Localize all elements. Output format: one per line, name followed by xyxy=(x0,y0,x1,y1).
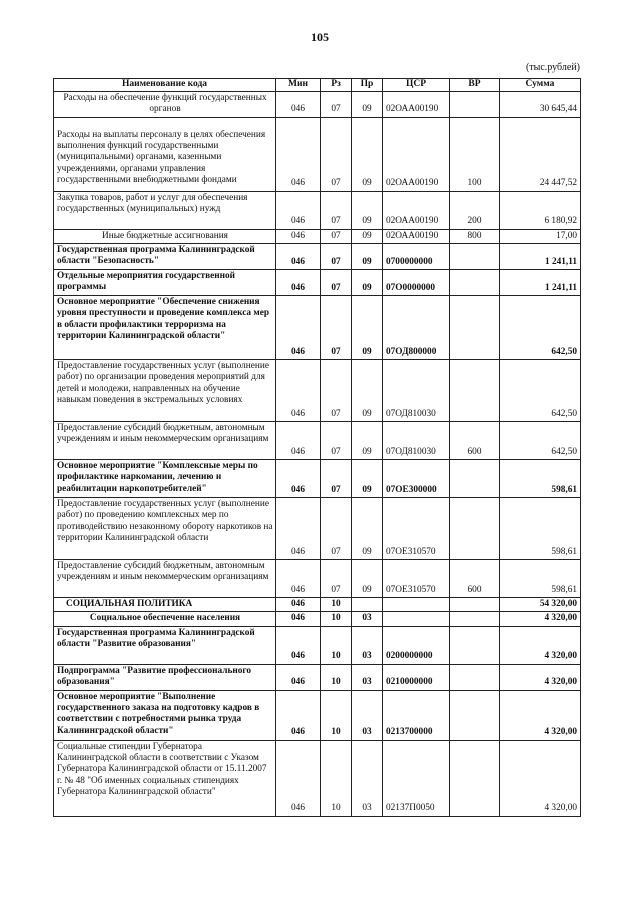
header-name: Наименование кода xyxy=(54,79,276,92)
row-vr xyxy=(450,459,500,497)
row-pr: 09 xyxy=(352,497,383,559)
header-sum: Сумма xyxy=(500,79,581,92)
row-rz: 07 xyxy=(321,229,352,243)
row-csr: 07ОД810030 xyxy=(383,421,450,459)
row-pr: 03 xyxy=(352,626,383,664)
row-sum: 1 241,11 xyxy=(500,243,581,269)
row-vr xyxy=(450,269,500,295)
row-pr: 09 xyxy=(352,91,383,117)
row-name: Предоставление государственных услуг (выполнение работ) по организации проведения мероприятий для детей и молодежи, направленных на обучение навыкам поведения в экстремальных условиях xyxy=(54,359,276,421)
table-row xyxy=(54,229,581,243)
row-sum: 30 645,44 xyxy=(500,91,581,117)
row-sum: 4 320,00 xyxy=(500,690,581,740)
row-min: 046 xyxy=(276,117,321,191)
row-csr: 0700000000 xyxy=(383,243,450,269)
row-sum: 4 320,00 xyxy=(500,612,581,626)
row-name: Иные бюджетные ассигнования xyxy=(54,229,276,243)
row-vr xyxy=(450,626,500,664)
row-sum: 1 241,11 xyxy=(500,269,581,295)
row-sum: 6 180,92 xyxy=(500,191,581,229)
row-csr: 02ОАА00190 xyxy=(383,117,450,191)
row-rz: 10 xyxy=(321,626,352,664)
row-name: Основное мероприятие "Комплексные меры по профилактике наркомании, лечению и реабилитации наркопотребителей" xyxy=(54,459,276,497)
row-csr: 0200000000 xyxy=(383,626,450,664)
table-row xyxy=(54,664,581,690)
row-vr xyxy=(450,359,500,421)
row-rz: 07 xyxy=(321,459,352,497)
row-sum: 598,61 xyxy=(500,559,581,597)
row-vr xyxy=(450,597,500,611)
table-row xyxy=(54,295,581,359)
row-min: 046 xyxy=(276,459,321,497)
row-csr: 07ОД810030 xyxy=(383,359,450,421)
row-name: Социальное обеспечение населения xyxy=(54,612,276,626)
row-pr: 09 xyxy=(352,243,383,269)
row-pr: 03 xyxy=(352,664,383,690)
row-pr: 09 xyxy=(352,117,383,191)
row-name: Социальные стипендии Губернатора Калининградской области в соответствии с Указом Губернатора Калининградской области от 15.11.2007 г. № 48 "Об именных социальных стипендиях Губернатора Калининградской области" xyxy=(54,740,276,816)
row-vr xyxy=(450,497,500,559)
row-sum: 642,50 xyxy=(500,295,581,359)
row-name: Основное мероприятие "Выполнение государственного заказа на подготовку кадров в соответствии с потребностями рынка труда Калининградской области" xyxy=(54,690,276,740)
row-csr: 0210000000 xyxy=(383,664,450,690)
row-csr: 07ОЕ310570 xyxy=(383,497,450,559)
row-pr: 09 xyxy=(352,229,383,243)
row-vr xyxy=(450,295,500,359)
table-row xyxy=(54,559,581,597)
row-name: Предоставление субсидий бюджетным, автономным учреждениям и иным некоммерческим организациям xyxy=(54,559,276,597)
table-row xyxy=(54,359,581,421)
row-vr: 100 xyxy=(450,117,500,191)
row-sum: 17,00 xyxy=(500,229,581,243)
row-vr: 600 xyxy=(450,559,500,597)
row-pr: 09 xyxy=(352,191,383,229)
header-pr: Пр xyxy=(352,79,383,92)
table-row xyxy=(54,690,581,740)
row-name: Отдельные мероприятия государственной программы xyxy=(54,269,276,295)
row-rz: 07 xyxy=(321,359,352,421)
row-name: Расходы на обеспечение функций государственных органов xyxy=(54,91,276,117)
units-label: (тыс.рублей) xyxy=(525,62,580,73)
row-min: 046 xyxy=(276,612,321,626)
row-rz: 10 xyxy=(321,740,352,816)
row-name: Государственная программа Калининградской области "Безопасность" xyxy=(54,243,276,269)
row-rz: 07 xyxy=(321,243,352,269)
row-rz: 07 xyxy=(321,559,352,597)
row-csr: 07ОЕ300000 xyxy=(383,459,450,497)
row-min: 046 xyxy=(276,497,321,559)
row-sum: 4 320,00 xyxy=(500,740,581,816)
row-name: СОЦИАЛЬНАЯ ПОЛИТИКА xyxy=(54,597,276,611)
row-csr: 02ОАА00190 xyxy=(383,229,450,243)
row-csr: 02ОАА00190 xyxy=(383,91,450,117)
row-sum: 4 320,00 xyxy=(500,626,581,664)
row-name: Предоставление субсидий бюджетным, автономным учреждениям и иным некоммерческим организациям xyxy=(54,421,276,459)
row-rz: 10 xyxy=(321,612,352,626)
row-vr xyxy=(450,740,500,816)
row-pr: 03 xyxy=(352,612,383,626)
row-pr: 09 xyxy=(352,459,383,497)
row-min: 046 xyxy=(276,269,321,295)
row-sum: 642,50 xyxy=(500,359,581,421)
table-row xyxy=(54,191,581,229)
row-name: Закупка товаров, работ и услуг для обеспечения государственных (муниципальных) нужд xyxy=(54,191,276,229)
row-rz: 07 xyxy=(321,497,352,559)
row-pr: 09 xyxy=(352,269,383,295)
table-row xyxy=(54,497,581,559)
row-pr xyxy=(352,597,383,611)
row-csr: 02ОАА00190 xyxy=(383,191,450,229)
row-csr: 07ОЕ310570 xyxy=(383,559,450,597)
row-min: 046 xyxy=(276,664,321,690)
table-row xyxy=(54,269,581,295)
row-vr xyxy=(450,91,500,117)
row-rz: 07 xyxy=(321,91,352,117)
row-rz: 07 xyxy=(321,117,352,191)
row-vr xyxy=(450,612,500,626)
row-pr: 03 xyxy=(352,690,383,740)
row-sum: 642,50 xyxy=(500,421,581,459)
row-rz: 07 xyxy=(321,421,352,459)
table-row xyxy=(54,740,581,816)
row-min: 046 xyxy=(276,559,321,597)
row-pr: 09 xyxy=(352,359,383,421)
row-name: Предоставление государственных услуг (выполнение работ) по проведению комплексных мер по противодействию незаконному обороту наркотиков на территории Калининградской области xyxy=(54,497,276,559)
row-min: 046 xyxy=(276,295,321,359)
row-vr: 200 xyxy=(450,191,500,229)
row-rz: 10 xyxy=(321,690,352,740)
table-row xyxy=(54,459,581,497)
row-min: 046 xyxy=(276,740,321,816)
row-name: Подпрограмма "Развитие профессионального образования" xyxy=(54,664,276,690)
row-name: Расходы на выплаты персоналу в целях обеспечения выполнения функций государственными (муниципальными) органами, казенными учреждениями, органами управления государственными внебюджетными фондами xyxy=(54,117,276,191)
row-csr: 02137П0050 xyxy=(383,740,450,816)
row-vr xyxy=(450,243,500,269)
row-csr: 07ОД800000 xyxy=(383,295,450,359)
row-pr: 09 xyxy=(352,295,383,359)
row-min: 046 xyxy=(276,359,321,421)
row-csr xyxy=(383,597,450,611)
table-row xyxy=(54,612,581,626)
row-sum: 4 320,00 xyxy=(500,664,581,690)
row-rz: 07 xyxy=(321,269,352,295)
row-rz: 10 xyxy=(321,664,352,690)
table-header-row xyxy=(54,79,581,92)
row-pr: 09 xyxy=(352,559,383,597)
row-vr xyxy=(450,690,500,740)
row-csr xyxy=(383,612,450,626)
page-number: 105 xyxy=(311,30,329,44)
row-pr: 09 xyxy=(352,421,383,459)
budget-table xyxy=(53,78,581,817)
row-vr: 800 xyxy=(450,229,500,243)
header-csr: ЦСР xyxy=(383,79,450,92)
row-csr: 07О0000000 xyxy=(383,269,450,295)
row-vr xyxy=(450,664,500,690)
table-row xyxy=(54,597,581,611)
table-row xyxy=(54,626,581,664)
row-vr: 600 xyxy=(450,421,500,459)
table-row xyxy=(54,421,581,459)
header-vr: ВР xyxy=(450,79,500,92)
row-min: 046 xyxy=(276,690,321,740)
header-min: Мин xyxy=(276,79,321,92)
row-csr: 0213700000 xyxy=(383,690,450,740)
row-rz: 07 xyxy=(321,191,352,229)
row-name: Основное мероприятие "Обеспечение снижения уровня преступности и проведение комплекса мер в области профилактики терроризма на территории Калининградской области" xyxy=(54,295,276,359)
header-rz: Рз xyxy=(321,79,352,92)
row-min: 046 xyxy=(276,243,321,269)
row-sum: 598,61 xyxy=(500,459,581,497)
row-name: Государственная программа Калининградской области "Развитие образования" xyxy=(54,626,276,664)
row-sum: 24 447,52 xyxy=(500,117,581,191)
row-min: 046 xyxy=(276,421,321,459)
row-min: 046 xyxy=(276,626,321,664)
table-row xyxy=(54,117,581,191)
row-min: 046 xyxy=(276,91,321,117)
row-sum: 54 320,00 xyxy=(500,597,581,611)
row-min: 046 xyxy=(276,597,321,611)
row-sum: 598,61 xyxy=(500,497,581,559)
row-pr: 03 xyxy=(352,740,383,816)
table-row xyxy=(54,243,581,269)
row-rz: 10 xyxy=(321,597,352,611)
table-row xyxy=(54,91,581,117)
row-min: 046 xyxy=(276,191,321,229)
row-min: 046 xyxy=(276,229,321,243)
row-rz: 07 xyxy=(321,295,352,359)
